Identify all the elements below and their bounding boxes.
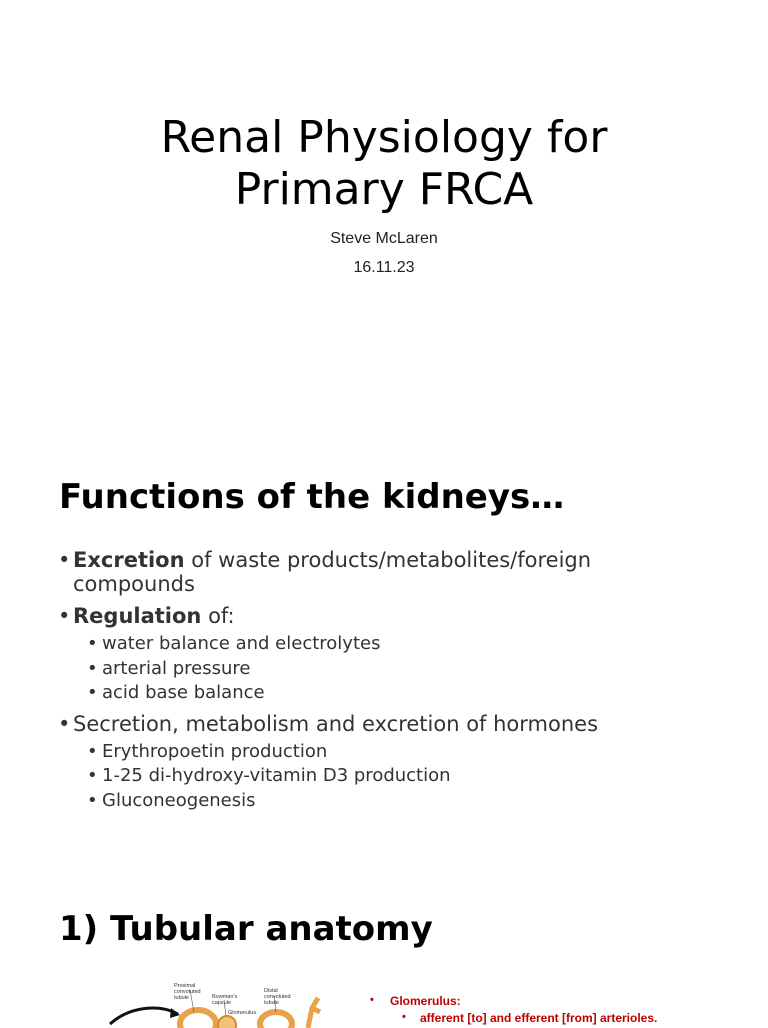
anatomy-notes xyxy=(370,994,657,1025)
sub-bullet-item xyxy=(58,789,698,814)
label-bowmans-capsule: Bowman's capsule xyxy=(212,994,238,1006)
slide-heading: Functions of the kidneys… xyxy=(59,477,565,517)
bullet-dot-icon: • xyxy=(87,765,98,786)
bullet-dot-icon: • xyxy=(87,657,98,679)
title-line-1: Renal Physiology for xyxy=(160,112,608,163)
title-line-2: Primary FRCA xyxy=(234,164,534,215)
bullet-dot-icon: • xyxy=(402,1011,406,1023)
glomerulus-shape xyxy=(218,1016,236,1028)
note-text: Glomerulus: xyxy=(390,994,461,1008)
sub-bullet-text: Erythropoetin production xyxy=(102,740,328,762)
functions-slide xyxy=(0,432,768,864)
bullet-text: of waste products/metabolites/foreign compounds xyxy=(73,548,592,596)
title-slide xyxy=(0,0,768,432)
presentation-date: 16.11.23 xyxy=(353,259,415,276)
sub-bullet-text: arterial pressure xyxy=(102,657,251,679)
sub-bullet-text: Gluconeogenesis xyxy=(102,789,256,811)
tubular-anatomy-slide xyxy=(0,864,768,1024)
sub-bullet-item xyxy=(58,681,698,706)
label-glomerulus: Glomerulus xyxy=(228,1010,257,1016)
slide-heading: 1) Tubular anatomy xyxy=(59,909,433,949)
bullet-dot-icon: • xyxy=(370,994,374,1006)
bullet-text: Secretion, metabolism and excretion of hormones xyxy=(73,711,599,736)
bullet-dot-icon: • xyxy=(87,682,98,703)
nephron-diagram xyxy=(70,978,332,1028)
bullet-bold: Regulation xyxy=(73,604,202,628)
sub-bullet-list xyxy=(58,632,698,706)
sub-bullet-text: 1-25 di-hydroxy-vitamin D3 production xyxy=(102,765,451,786)
label-distal-tubule: Distal convoluted tubule xyxy=(264,988,291,1006)
bullet-list xyxy=(58,548,698,819)
bullet-dot-icon: • xyxy=(58,604,71,628)
bullet-item xyxy=(58,548,698,596)
bullet-item xyxy=(58,604,698,628)
sub-bullet-text: water balance and electrolytes xyxy=(102,633,381,654)
sub-bullet-item xyxy=(58,632,698,657)
proximal-tubule-shape xyxy=(180,1010,216,1028)
note-sub-text: afferent [to] and efferent [from] arterioles. xyxy=(420,1011,658,1025)
bullet-item xyxy=(58,712,698,736)
bullet-text: of: xyxy=(201,604,235,628)
sub-bullet-item xyxy=(58,740,698,765)
sub-bullet-list xyxy=(58,740,698,814)
sub-bullet-text: acid base balance xyxy=(102,682,265,703)
bullet-dot-icon: • xyxy=(58,711,71,736)
note-item xyxy=(370,994,657,1008)
bullet-dot-icon: • xyxy=(87,789,98,811)
sub-bullet-item xyxy=(58,764,698,789)
label-proximal-tubule: Proximal convoluted tubule xyxy=(174,983,201,1001)
bullet-dot-icon: • xyxy=(58,548,71,572)
presenter-name: Steve McLaren xyxy=(330,230,438,247)
sub-bullet-item xyxy=(58,657,698,682)
arrow-curve xyxy=(110,1008,178,1024)
note-sub-item xyxy=(370,1011,657,1025)
bullet-dot-icon: • xyxy=(87,633,98,654)
presentation-title xyxy=(0,112,768,216)
bullet-dot-icon: • xyxy=(87,740,98,762)
bullet-bold: Excretion xyxy=(73,548,185,572)
